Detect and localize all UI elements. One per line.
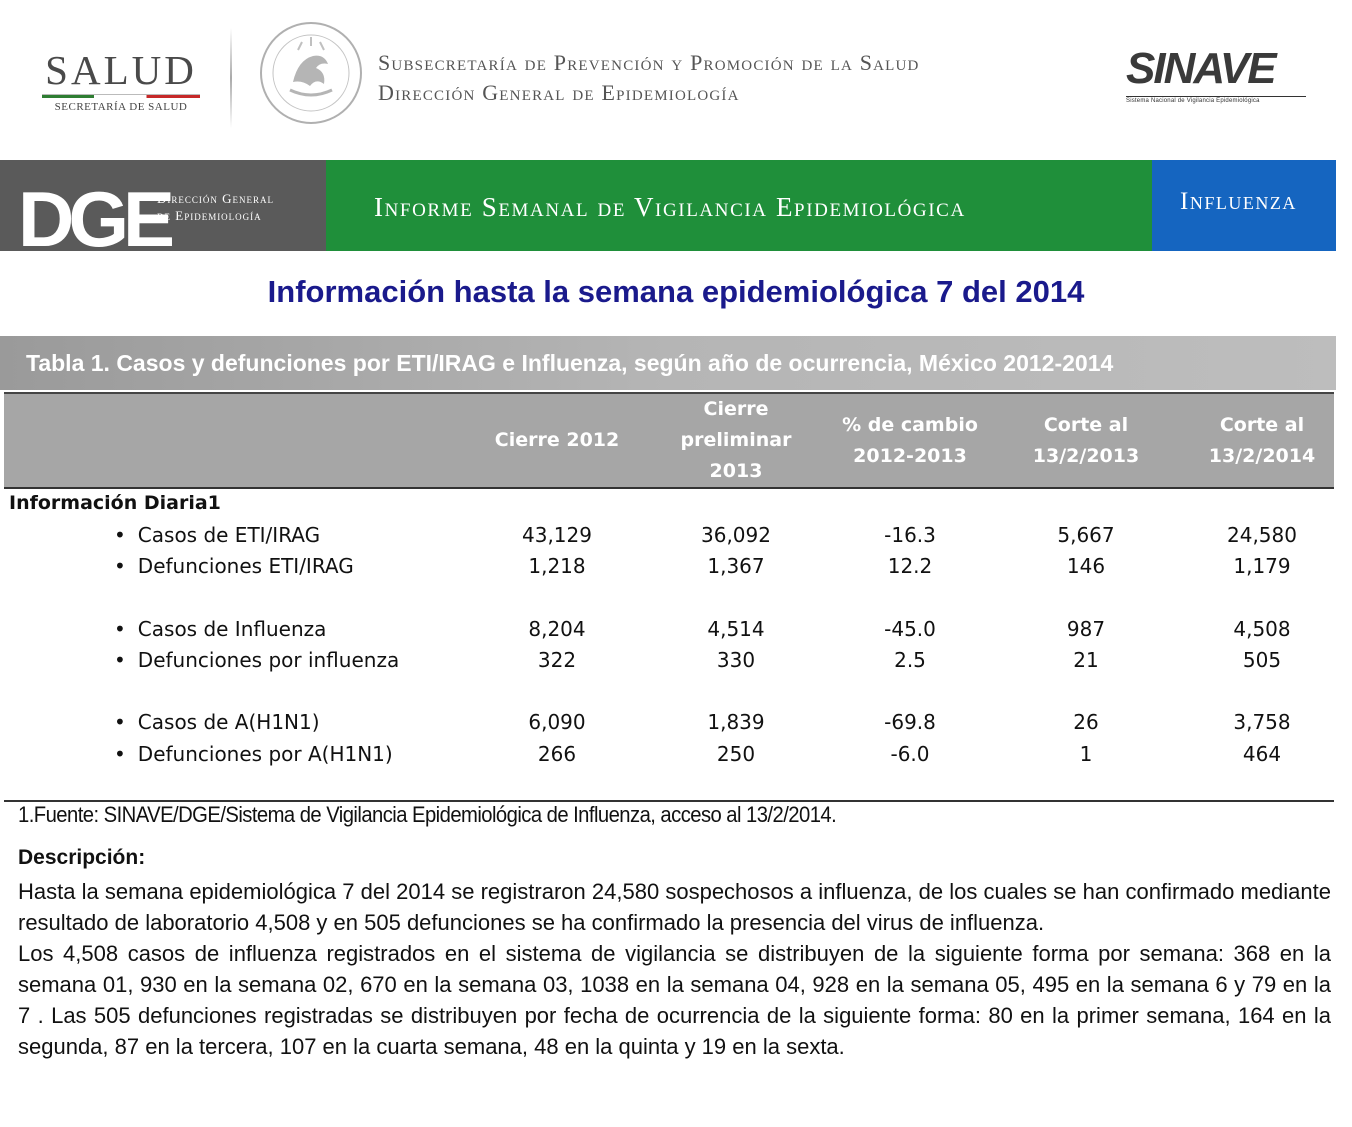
column-header-text: Cierre preliminar 2013 [680, 398, 792, 482]
salud-logo-rule [42, 94, 200, 98]
table-source-note: 1.Fuente: SINAVE/DGE/Sistema de Vigilancia Epidemiológica de Influenza, acceso al 13/2/2014. [18, 802, 837, 827]
sinave-logo [1126, 38, 1306, 108]
table-cell: 330 [716, 648, 756, 672]
table-row [4, 523, 1334, 553]
table-cell: 266 [537, 742, 577, 766]
table-cell: 322 [537, 648, 577, 672]
table-row [4, 554, 1334, 584]
description-paragraph: Hasta la semana epidemiológica 7 del 2014 se registraron 24,580 sospechosos a influenza, de los cuales se han confirmado mediante resultado de laboratorio 4,508 y en 505 defunciones se ha confirmado la presencia del virus de influenza. [18, 879, 1331, 935]
table-title-bar [0, 336, 1336, 390]
table-cell: 6,090 [528, 710, 586, 734]
row-label: • Casos de ETI/IRAG [114, 523, 320, 547]
table-cell: 24,580 [1227, 523, 1297, 547]
column-header-text: % de cambio 2012-2013 [842, 413, 978, 467]
table-cell: 505 [1242, 648, 1282, 672]
row-label: • Defunciones por A(H1N1) [114, 742, 393, 766]
table-cell: 250 [716, 742, 756, 766]
table-cell: 1,218 [528, 554, 586, 578]
header-agency-text [378, 48, 920, 108]
description-paragraph: Los 4,508 casos de influenza registrados en el sistema de vigilancia se distribuyen de la siguiente forma por semana: 368 en la semana 01, 930 en la semana 02, 670 en la semana 03, 1038 en la semana 04, 928 en la semana 05, 495 en la semana 6 y 79 en la 7 . Las 505 defunciones registradas se distribuyen por fecha de ocurrencia de la siguiente forma: 80 en la primer semana, 164 en la segunda, 87 en la tercera, 107 en la cuarta semana, 48 en la quinta y 19 en la sexta. [18, 941, 1331, 1059]
column-header-text: Corte al 13/2/2014 [1208, 413, 1316, 467]
salud-logo-word: SALUD [45, 47, 197, 93]
direccion-line: Dirección General de Epidemiología [378, 80, 740, 105]
dge-caption-line2: de Epidemiología [157, 208, 262, 223]
report-title: Informe Semanal de Vigilancia Epidemiológica [374, 192, 966, 222]
table-cell: 1 [1079, 742, 1093, 766]
salud-logo [36, 48, 206, 113]
column-header-text: Corte al 13/2/2013 [1032, 413, 1140, 467]
table-cell: 43,129 [522, 523, 592, 547]
table-cell: 464 [1242, 742, 1282, 766]
table-title: Tabla 1. Casos y defunciones por ETI/IRAG e Influenza, según año de ocurrencia, México 2012-2014 [26, 350, 1114, 376]
table-cell: 987 [1066, 617, 1106, 641]
table-cell: 12.2 [887, 554, 933, 578]
row-label: • Defunciones ETI/IRAG [114, 554, 354, 578]
table-cell: 1,179 [1233, 554, 1291, 578]
table-cell: 26 [1073, 710, 1099, 734]
dge-logo [18, 166, 170, 263]
table-cell: 1,367 [707, 554, 765, 578]
column-header: Cierre 2012 [494, 429, 620, 451]
table-cell: 3,758 [1233, 710, 1291, 734]
table-cell: 146 [1066, 554, 1106, 578]
dge-caption [157, 190, 274, 224]
sinave-logo-word: SINAVE [1126, 44, 1275, 93]
column-header [822, 394, 998, 487]
column-header [998, 394, 1174, 487]
description-title: Descripción: [18, 846, 146, 869]
dge-block [0, 160, 326, 263]
row-label: • Defunciones por influenza [114, 648, 399, 672]
page-headline: Información hasta la semana epidemiológica 7 del 2014 [267, 274, 1085, 309]
salud-logo-subtitle: SECRETARÍA DE SALUD [54, 101, 188, 113]
table-cell: 4,508 [1233, 617, 1291, 641]
table-cell: 1,839 [707, 710, 765, 734]
table-header-row [4, 392, 1334, 489]
row-label: • Casos de Influenza [114, 617, 326, 641]
row-label: • Casos de A(H1N1) [114, 710, 320, 734]
column-header [1174, 394, 1350, 487]
description-body [18, 876, 1331, 1062]
subsecretaria-line: Subsecretaría de Prevención y Promoción de la Salud [378, 50, 920, 75]
table-cell: 4,514 [707, 617, 765, 641]
table-cell: -6.0 [890, 742, 930, 766]
dge-caption-line1: Dirección General [157, 191, 275, 206]
table-row [4, 710, 1334, 740]
table-cell: 2.5 [894, 648, 926, 672]
report-banner [0, 160, 1336, 263]
page-header [0, 0, 1336, 150]
table-cell: 8,204 [528, 617, 586, 641]
sinave-logo-subtitle: Sistema Nacional de Vigilancia Epidemiológica [1126, 96, 1306, 104]
table-cell: 21 [1073, 648, 1099, 672]
table-cell: -45.0 [884, 617, 936, 641]
table-cell: -16.3 [884, 523, 936, 547]
table-row [4, 742, 1334, 772]
topic-block [1152, 160, 1336, 251]
header-divider [230, 28, 232, 128]
column-header [648, 394, 824, 487]
topic-label: Influenza [1180, 188, 1297, 215]
cases-table [4, 392, 1334, 766]
dge-logo-text: DGE [18, 175, 170, 263]
escudo-nacional-icon [258, 20, 364, 126]
table-row [4, 648, 1334, 678]
table-cell: -69.8 [884, 710, 936, 734]
table-cell: 36,092 [701, 523, 771, 547]
table-section-label: Información Diaria1 [9, 492, 221, 514]
report-title-block [326, 160, 1152, 251]
table-cell: 5,667 [1057, 523, 1115, 547]
table-row [4, 617, 1334, 647]
